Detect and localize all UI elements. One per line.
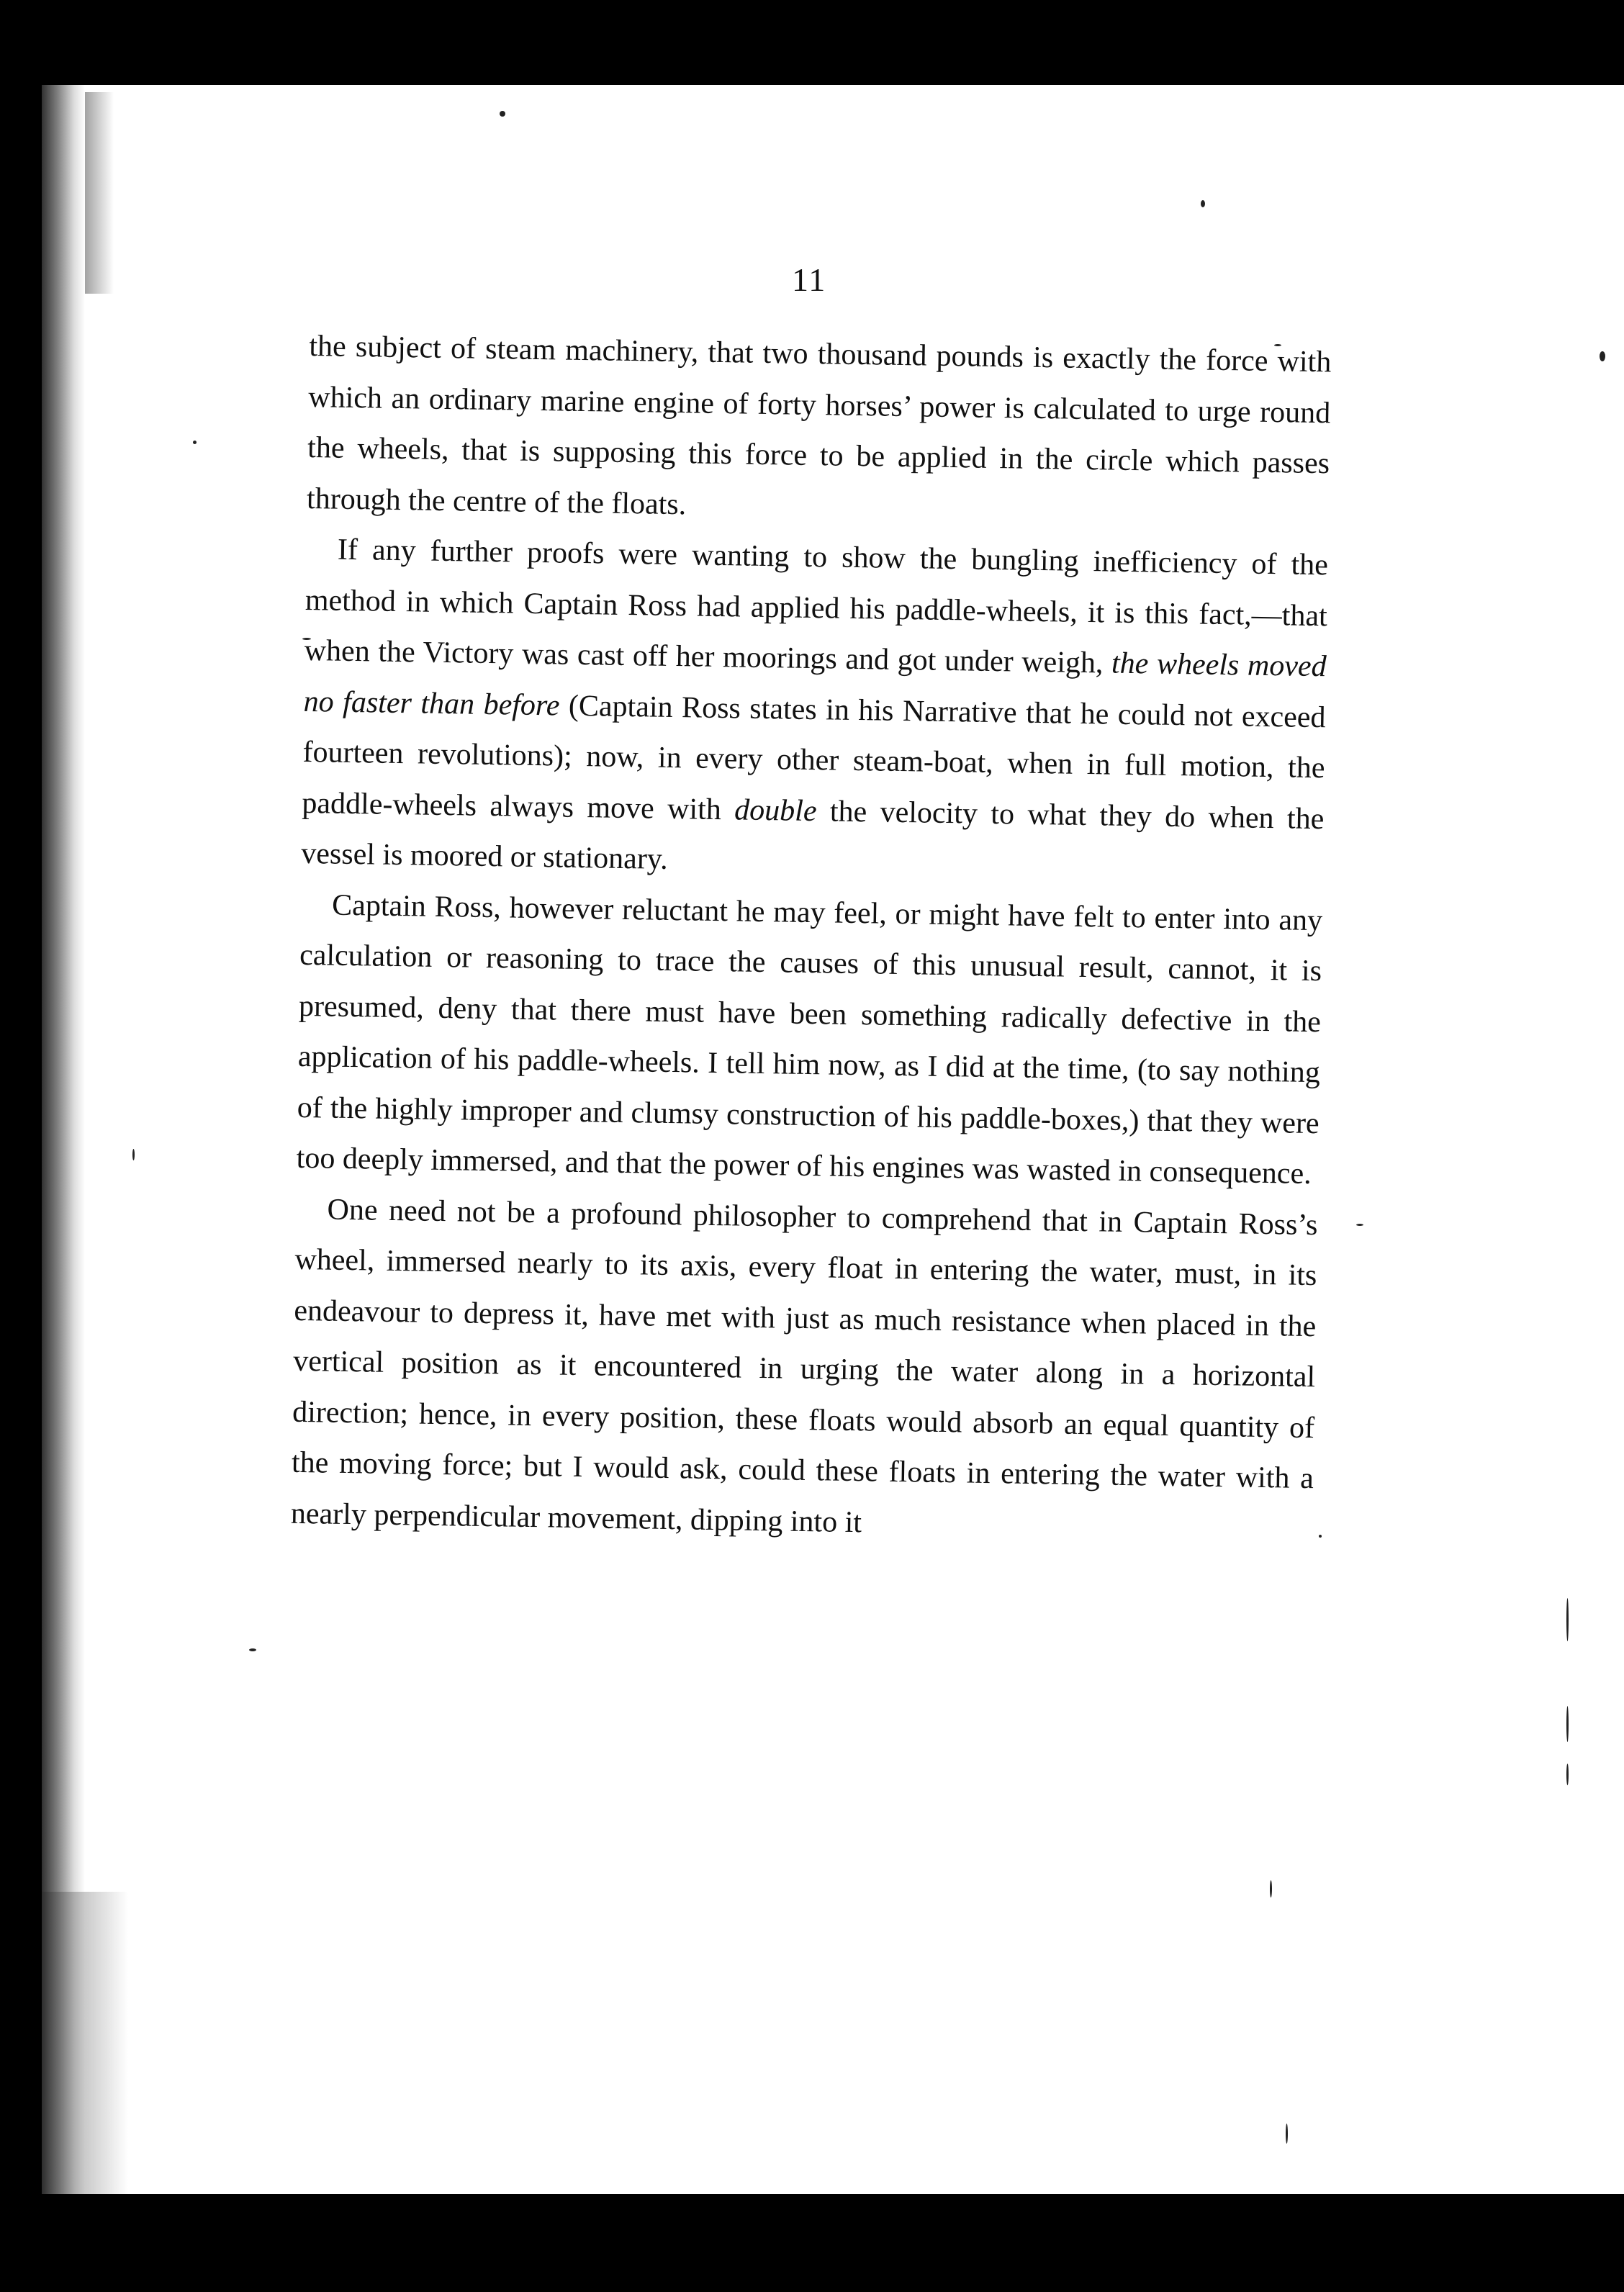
scan-speck [1566, 1706, 1569, 1742]
scan-speck [1566, 1598, 1569, 1641]
text-run: If any further proofs were wanting to show the bungling inefficiency of the method in which Captain Ross had applied his paddle-wheels, it is this fact,—that when the Victory was cast off her moorings and got under weigh, [304, 533, 1329, 680]
paragraph [301, 524, 1329, 895]
text-run: (Captain Ross states in his Narrative that he could not exceed fourteen revolutions); now, in every other steam-boat, when in full motion, the paddle-wheels always move with [302, 689, 1326, 826]
text-run: One need not be a profound philosopher to comprehend that in Captain Ross’s wheel, immersed nearly to its axis, every float in entering the water, must, in its endeavour to depress it, have met with just as much resistance when placed in the vertical position as it encountered in urging the water along in a horizontal direction; hence, in every position, these floats would absorb an equal quantity of the moving force; but I would ask, could these floats in entering the water with a nearly perpendicular movement, dipping into it [290, 1193, 1318, 1539]
scan-speck [249, 1648, 256, 1651]
page-gutter-shadow-bottom [42, 1892, 128, 2194]
scan-speck [1286, 2124, 1288, 2144]
paragraph [290, 1183, 1318, 1555]
page-gutter-shadow-top [85, 92, 114, 294]
scan-speck [1201, 200, 1205, 207]
scan-speck [1356, 1224, 1363, 1226]
scan-speck [1566, 1764, 1569, 1785]
page-gutter-shadow [42, 85, 85, 2194]
paragraph [307, 321, 1332, 540]
scan-speck [193, 441, 197, 444]
text-run: the velocity to what they do when the vessel is moored or stationary. [301, 794, 1325, 876]
body-text [290, 321, 1331, 1555]
scan-speck [132, 1149, 135, 1160]
page-number: 11 [792, 261, 827, 298]
italic-text: double [734, 793, 817, 828]
scan-speck [1600, 351, 1605, 361]
italic-text: the wheels moved no faster than before [303, 646, 1327, 723]
text-run: Captain Ross, however reluctant he may feel, or might have felt to enter into any calculation or reasoning to trace the causes of this unusual result, cannot, it is presumed, deny that there must have been something radically defective in the application of his paddle-wheels. I tell him now, as I did at the time, (to say nothing of the highly improper and clumsy construction of his paddle-boxes,) that they were too deeply immersed, and that the power of his engines was wasted in consequence. [296, 888, 1323, 1191]
scan-speck [1319, 1535, 1322, 1538]
scan-speck [1270, 1880, 1272, 1898]
scan-speck [500, 111, 505, 117]
text-run: the subject of steam machinery, that two thousand pounds is exactly the force with which an ordinary marine engine of forty horses’ power is calculated to urge round the wheels, that is supposing this force to be applied in the circle which passes through the centre of the floats. [306, 329, 1332, 521]
paragraph [296, 879, 1322, 1199]
